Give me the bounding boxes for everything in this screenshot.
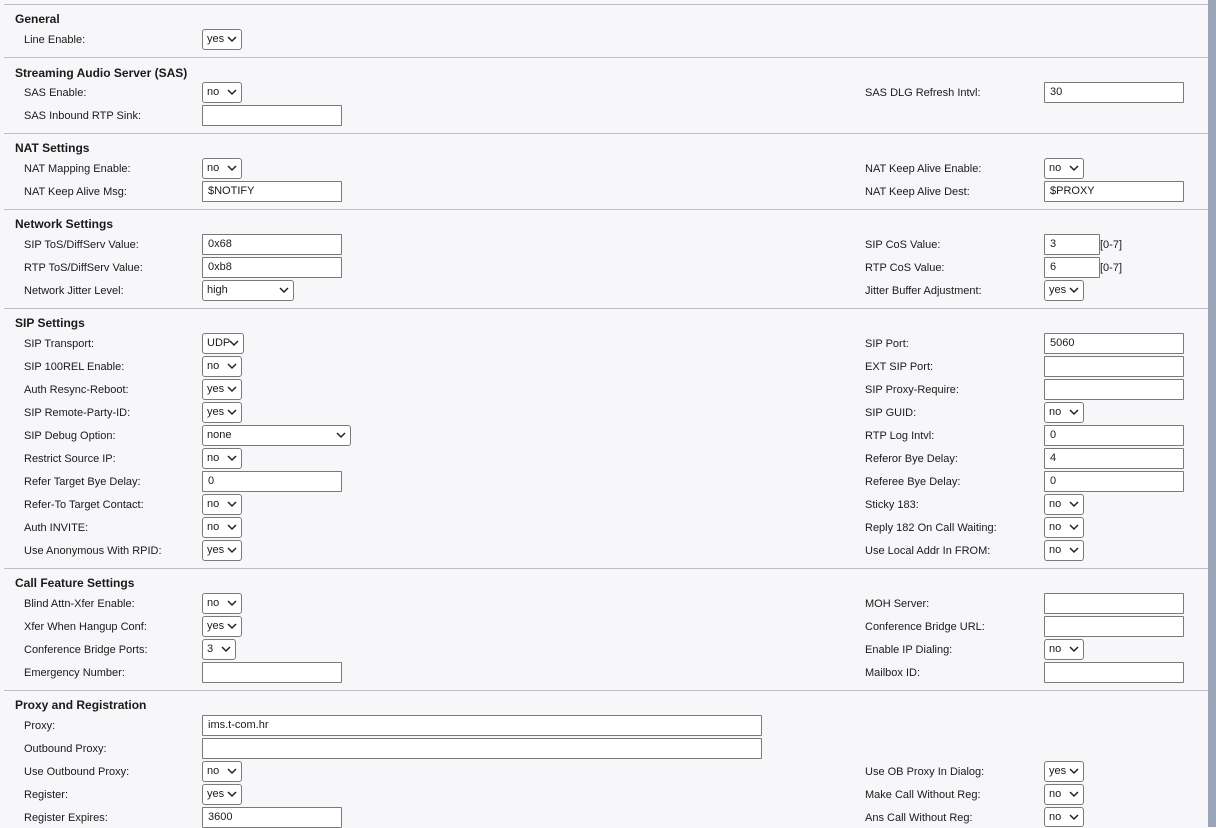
select-value: yes [207,544,225,556]
mailbox-id-label: Mailbox ID: [865,667,921,679]
restrict-source-ip-label: Restrict Source IP: [24,453,116,465]
select-value: no [1049,406,1062,418]
select-value: no [1049,498,1062,510]
refer-to-target-label: Refer-To Target Contact: [24,499,144,511]
chevron-down-icon [1069,767,1079,775]
select-value: yes [207,406,225,418]
rtp-cos-input[interactable]: 6 [1044,257,1100,278]
sas-inbound-rtp-sink-label: SAS Inbound RTP Sink: [24,110,141,122]
auth-invite-select[interactable] [202,517,242,538]
chevron-down-icon [1069,790,1079,798]
chevron-down-icon [227,790,237,798]
line-enable-select[interactable] [202,29,242,50]
select-value: UDP [207,337,231,349]
chevron-down-icon [227,408,237,416]
nat-keep-alive-msg-input[interactable]: $NOTIFY [202,181,342,202]
conf-bridge-ports-label: Conference Bridge Ports: [24,644,148,656]
section-title-sas: Streaming Audio Server (SAS) [15,66,188,80]
select-value: no [207,452,220,464]
sip-guid-label: SIP GUID: [865,407,917,419]
chevron-down-icon [1069,500,1079,508]
chevron-down-icon [1069,813,1079,821]
nat-keep-alive-dest-input[interactable]: $PROXY [1044,181,1184,202]
refer-target-bye-delay-input[interactable]: 0 [202,471,342,492]
nat-mapping-enable-label: NAT Mapping Enable: [24,163,131,175]
refer-target-bye-delay-label: Refer Target Bye Delay: [24,476,141,488]
outbound-proxy-label: Outbound Proxy: [24,743,107,755]
chevron-down-icon [227,164,237,172]
sip-cos-range-hint: [0-7] [1100,239,1123,251]
proxy-require-label: SIP Proxy-Require: [865,384,959,396]
sas-inbound-rtp-sink-input[interactable] [202,105,342,126]
section-divider [4,690,1216,691]
chevron-down-icon [227,767,237,775]
ext-sip-port-label: EXT SIP Port: [865,361,934,373]
mailbox-id-input[interactable] [1044,662,1184,683]
proxy-label: Proxy: [24,720,56,732]
enable-ip-dialing-label: Enable IP Dialing: [865,644,953,656]
conf-bridge-ports-select[interactable] [202,639,236,660]
enable-ip-dialing-select[interactable] [1044,639,1084,660]
register-select[interactable] [202,784,242,805]
jitter-adjust-select[interactable] [1044,280,1084,301]
sip-port-input[interactable]: 5060 [1044,333,1184,354]
nat-mapping-enable-select[interactable] [202,158,242,179]
vertical-scrollbar[interactable] [1208,0,1216,827]
sas-enable-select[interactable] [202,82,242,103]
nat-keep-alive-enable-select[interactable] [1044,158,1084,179]
remote-party-id-select[interactable] [202,402,242,423]
select-value: no [1049,544,1062,556]
proxy-require-input[interactable] [1044,379,1184,400]
moh-server-label: MOH Server: [865,598,930,610]
restrict-source-ip-select[interactable] [202,448,242,469]
referee-bye-delay-input[interactable]: 0 [1044,471,1184,492]
select-value: yes [207,620,225,632]
section-divider [4,568,1216,569]
outbound-proxy-input[interactable] [202,738,762,759]
select-value: no [207,498,220,510]
select-value: no [1049,162,1062,174]
select-value: yes [1049,765,1067,777]
sticky-183-label: Sticky 183: [865,499,919,511]
nat-keep-alive-enable-label: NAT Keep Alive Enable: [865,163,982,175]
ob-proxy-dialog-label: Use OB Proxy In Dialog: [865,766,985,778]
proxy-input[interactable]: ims.t-com.hr [202,715,762,736]
section-title-call-feature: Call Feature Settings [15,576,135,590]
emergency-number-input[interactable] [202,662,342,683]
chevron-down-icon [229,339,239,347]
debug-option-select[interactable] [202,425,351,446]
sip-transport-select[interactable] [202,333,244,354]
jitter-adjust-label: Jitter Buffer Adjustment: [865,285,982,297]
referor-bye-delay-label: Referor Bye Delay: [865,453,958,465]
xfer-hangup-conf-label: Xfer When Hangup Conf: [24,621,147,633]
sas-dlg-refresh-input[interactable]: 30 [1044,82,1184,103]
sip-cos-input[interactable]: 3 [1044,234,1100,255]
conf-bridge-url-input[interactable] [1044,616,1184,637]
nat-keep-alive-msg-label: NAT Keep Alive Msg: [24,186,127,198]
chevron-down-icon [227,385,237,393]
section-divider [4,57,1216,58]
sas-enable-label: SAS Enable: [24,87,87,99]
select-value: no [207,360,220,372]
rtp-tos-label: RTP ToS/DiffServ Value: [24,262,143,274]
moh-server-input[interactable] [1044,593,1184,614]
refer-to-target-select[interactable] [202,494,242,515]
chevron-down-icon [227,500,237,508]
sas-dlg-refresh-label: SAS DLG Refresh Intvl: [865,87,981,99]
chevron-down-icon [227,88,237,96]
chevron-down-icon [336,431,346,439]
sticky-183-select[interactable] [1044,494,1084,515]
auth-invite-label: Auth INVITE: [24,522,89,534]
xfer-hangup-conf-select[interactable] [202,616,242,637]
anon-rpid-select[interactable] [202,540,242,561]
rtp-tos-input[interactable]: 0xb8 [202,257,342,278]
select-value: high [207,284,228,296]
sip-100rel-select[interactable] [202,356,242,377]
chevron-down-icon [1069,408,1079,416]
rtp-cos-label: RTP CoS Value: [865,262,945,274]
rtp-log-intvl-input[interactable]: 0 [1044,425,1184,446]
register-label: Register: [24,789,69,801]
chevron-down-icon [227,599,237,607]
reply-182-select[interactable] [1044,517,1084,538]
chevron-down-icon [227,35,237,43]
section-title-proxy: Proxy and Registration [15,698,147,712]
chevron-down-icon [1069,546,1079,554]
line-enable-label: Line Enable: [24,34,86,46]
register-expires-label: Register Expires: [24,812,108,824]
section-divider [4,4,1216,5]
debug-option-label: SIP Debug Option: [24,430,116,442]
register-expires-input[interactable]: 3600 [202,807,342,828]
select-value: no [1049,811,1062,823]
ans-without-reg-select[interactable] [1044,807,1084,827]
chevron-down-icon [227,622,237,630]
select-value: no [1049,643,1062,655]
select-value: no [207,521,220,533]
call-without-reg-label: Make Call Without Reg: [865,789,981,801]
ob-proxy-dialog-select[interactable] [1044,761,1084,782]
emergency-number-label: Emergency Number: [24,667,125,679]
anon-rpid-label: Use Anonymous With RPID: [24,545,162,557]
select-value: no [1049,521,1062,533]
chevron-down-icon [227,523,237,531]
sip-guid-select[interactable] [1044,402,1084,423]
blind-attn-xfer-select[interactable] [202,593,242,614]
select-value: no [207,162,220,174]
jitter-level-label: Network Jitter Level: [24,285,124,297]
jitter-level-select[interactable] [202,280,294,301]
blind-attn-xfer-label: Blind Attn-Xfer Enable: [24,598,135,610]
ext-sip-port-input[interactable] [1044,356,1184,377]
section-divider [4,209,1216,210]
chevron-down-icon [227,546,237,554]
remote-party-id-label: SIP Remote-Party-ID: [24,407,131,419]
chevron-down-icon [279,286,289,294]
use-outbound-proxy-select[interactable] [202,761,242,782]
sip-cos-label: SIP CoS Value: [865,239,941,251]
chevron-down-icon [1069,523,1079,531]
auth-resync-label: Auth Resync-Reboot: [24,384,129,396]
local-addr-from-label: Use Local Addr In FROM: [865,545,991,557]
section-title-sip: SIP Settings [15,316,85,330]
call-without-reg-select[interactable] [1044,784,1084,805]
auth-resync-select[interactable] [202,379,242,400]
chevron-down-icon [1069,286,1079,294]
nat-keep-alive-dest-label: NAT Keep Alive Dest: [865,186,970,198]
select-value: 3 [207,643,214,655]
chevron-down-icon [227,454,237,462]
rtp-cos-range-hint: [0-7] [1100,262,1123,274]
sip-100rel-label: SIP 100REL Enable: [24,361,125,373]
sip-tos-input[interactable]: 0x68 [202,234,342,255]
section-divider [4,133,1216,134]
select-value: none [207,429,232,441]
select-value: no [207,597,220,609]
section-title-nat: NAT Settings [15,141,90,155]
select-value: yes [207,788,225,800]
section-title-network: Network Settings [15,217,114,231]
sip-port-label: SIP Port: [865,338,909,350]
chevron-down-icon [1069,645,1079,653]
chevron-down-icon [1069,164,1079,172]
referee-bye-delay-label: Referee Bye Delay: [865,476,961,488]
select-value: yes [1049,284,1067,296]
use-outbound-proxy-label: Use Outbound Proxy: [24,766,130,778]
select-value: yes [207,33,225,45]
chevron-down-icon [227,362,237,370]
conf-bridge-url-label: Conference Bridge URL: [865,621,985,633]
sip-tos-label: SIP ToS/DiffServ Value: [24,239,139,251]
sip-transport-label: SIP Transport: [24,338,95,350]
section-divider [4,308,1216,309]
select-value: yes [207,383,225,395]
select-value: no [207,86,220,98]
local-addr-from-select[interactable] [1044,540,1084,561]
section-title-general: General [15,12,60,26]
select-value: no [1049,788,1062,800]
chevron-down-icon [221,645,231,653]
referor-bye-delay-input[interactable]: 4 [1044,448,1184,469]
reply-182-label: Reply 182 On Call Waiting: [865,522,997,534]
rtp-log-intvl-label: RTP Log Intvl: [865,430,935,442]
ans-without-reg-label: Ans Call Without Reg: [865,812,973,824]
select-value: no [207,765,220,777]
